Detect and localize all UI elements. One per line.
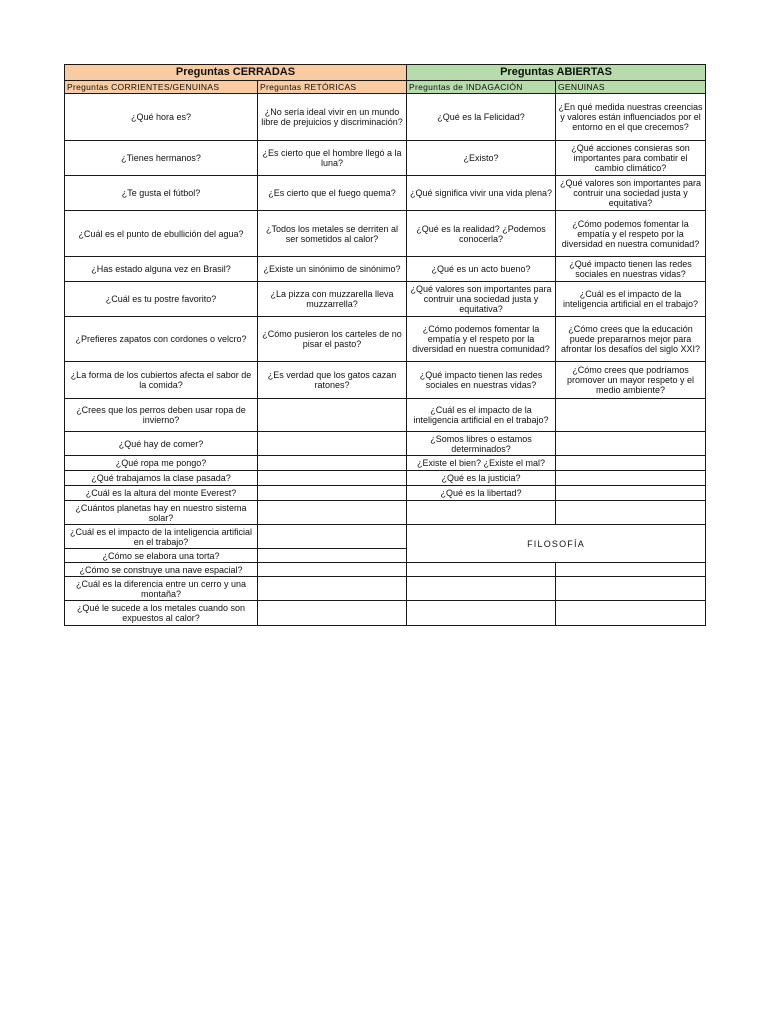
cell-genuina xyxy=(556,501,706,525)
cell-indagacion: ¿Qué es un acto bueno? xyxy=(407,257,556,282)
cell-retorica: ¿Es cierto que el hombre llegó a la luna? xyxy=(258,141,407,176)
cell-genuina: ¿Cuál es el impacto de la inteligencia artificial en el trabajo? xyxy=(556,282,706,317)
col-header-retoricas: Preguntas RETÓRICAS xyxy=(258,81,407,94)
cell-retorica xyxy=(258,525,407,549)
cell-indagacion: ¿Cómo podemos fomentar la empatía y el respeto por la diversidad en nuestra comunidad? xyxy=(407,317,556,362)
cell-retorica: ¿Es verdad que los gatos cazan ratones? xyxy=(258,362,407,399)
cell-corriente: ¿Qué hay de comer? xyxy=(65,432,258,456)
cell-corriente: ¿La forma de los cubiertos afecta el sabor de la comida? xyxy=(65,362,258,399)
table-row xyxy=(65,577,706,601)
cell-retorica xyxy=(258,549,407,563)
cell-corriente: ¿Has estado alguna vez en Brasil? xyxy=(65,257,258,282)
questions-table xyxy=(64,64,706,626)
cell-indagacion xyxy=(407,601,556,626)
cell-genuina xyxy=(556,456,706,471)
cell-indagacion: ¿Existe el bien? ¿Existe el mal? xyxy=(407,456,556,471)
table-row xyxy=(65,601,706,626)
cell-indagacion: ¿Qué impacto tienen las redes sociales en nuestras vidas? xyxy=(407,362,556,399)
cell-genuina: ¿En qué medida nuestras creencias y valores están influenciados por el entorno en el que crecemos? xyxy=(556,94,706,141)
cell-corriente: ¿Tienes hermanos? xyxy=(65,141,258,176)
column-header-row xyxy=(65,81,706,94)
cell-retorica xyxy=(258,486,407,501)
cell-retorica: ¿No sería ideal vivir en un mundo libre de prejuicios y discriminación? xyxy=(258,94,407,141)
cell-retorica xyxy=(258,432,407,456)
cell-retorica xyxy=(258,601,407,626)
cell-retorica: ¿Existe un sinónimo de sinónimo? xyxy=(258,257,407,282)
cell-genuina xyxy=(556,471,706,486)
cell-genuina xyxy=(556,399,706,432)
cell-genuina xyxy=(556,432,706,456)
title-row xyxy=(65,65,706,81)
table-row xyxy=(65,282,706,317)
cell-genuina: ¿Cómo crees que la educación puede prepararnos mejor para afrontar los desafíos del siglo XXI? xyxy=(556,317,706,362)
table-row xyxy=(65,362,706,399)
cell-genuina: ¿Cómo crees que podríamos promover un mayor respeto y el medio ambiente? xyxy=(556,362,706,399)
table-row xyxy=(65,471,706,486)
table-row xyxy=(65,141,706,176)
cell-retorica: ¿Es cierto que el fuego quema? xyxy=(258,176,407,211)
table-row xyxy=(65,94,706,141)
cell-genuina: ¿Qué valores son importantes para contruir una sociedad justa y equitativa? xyxy=(556,176,706,211)
cell-indagacion: ¿Somos libres o estamos determinados? xyxy=(407,432,556,456)
philosophy-label: FILOSOFÍA xyxy=(407,525,706,563)
col-header-genuinas: GENUINAS xyxy=(556,81,706,94)
cell-corriente: ¿Prefieres zapatos con cordones o velcro? xyxy=(65,317,258,362)
cell-corriente: ¿Qué hora es? xyxy=(65,94,258,141)
cell-retorica xyxy=(258,399,407,432)
cell-genuina xyxy=(556,601,706,626)
cell-corriente: ¿Cuál es tu postre favorito? xyxy=(65,282,258,317)
table-row xyxy=(65,486,706,501)
table-row xyxy=(65,257,706,282)
cell-genuina xyxy=(556,563,706,577)
cell-corriente: ¿Cómo se construye una nave espacial? xyxy=(65,563,258,577)
cell-retorica xyxy=(258,563,407,577)
cell-indagacion: ¿Existo? xyxy=(407,141,556,176)
closed-questions-title: Preguntas CERRADAS xyxy=(65,65,407,81)
cell-corriente: ¿Qué trabajamos la clase pasada? xyxy=(65,471,258,486)
cell-retorica xyxy=(258,577,407,601)
table-row xyxy=(65,501,706,525)
open-questions-title: Preguntas ABIERTAS xyxy=(407,65,706,81)
cell-corriente: ¿Crees que los perros deben usar ropa de invierno? xyxy=(65,399,258,432)
cell-indagacion xyxy=(407,501,556,525)
cell-retorica xyxy=(258,471,407,486)
table-row xyxy=(65,317,706,362)
table-row xyxy=(65,211,706,257)
table-row xyxy=(65,432,706,456)
cell-indagacion: ¿Qué es la libertad? xyxy=(407,486,556,501)
table-row xyxy=(65,456,706,471)
cell-genuina: ¿Cómo podemos fomentar la empatía y el respeto por la diversidad en nuestra comunidad? xyxy=(556,211,706,257)
cell-genuina xyxy=(556,577,706,601)
cell-retorica: ¿Cómo pusieron los carteles de no pisar el pasto? xyxy=(258,317,407,362)
cell-retorica: ¿La pizza con muzzarella lleva muzzarrella? xyxy=(258,282,407,317)
cell-indagacion: ¿Cuál es el impacto de la inteligencia artificial en el trabajo? xyxy=(407,399,556,432)
cell-retorica xyxy=(258,501,407,525)
cell-indagacion xyxy=(407,563,556,577)
cell-indagacion xyxy=(407,577,556,601)
cell-corriente: ¿Cuál es el punto de ebullición del agua? xyxy=(65,211,258,257)
cell-corriente: ¿Qué le sucede a los metales cuando son expuestos al calor? xyxy=(65,601,258,626)
col-header-corrientes: Preguntas CORRIENTES/GENUINAS xyxy=(65,81,258,94)
table-row xyxy=(65,399,706,432)
cell-corriente: ¿Cuál es el impacto de la inteligencia artificial en el trabajo? xyxy=(65,525,258,549)
table-row xyxy=(65,563,706,577)
cell-corriente: ¿Te gusta el fútbol? xyxy=(65,176,258,211)
cell-genuina: ¿Qué acciones consieras son importantes para combatir el cambio climático? xyxy=(556,141,706,176)
col-header-indagacion: Preguntas de INDAGACIÓN xyxy=(407,81,556,94)
cell-corriente: ¿Cuántos planetas hay en nuestro sistema solar? xyxy=(65,501,258,525)
table-row xyxy=(65,525,706,549)
cell-indagacion: ¿Qué es la Felicidad? xyxy=(407,94,556,141)
cell-genuina: ¿Qué impacto tienen las redes sociales en nuestras vidas? xyxy=(556,257,706,282)
cell-indagacion: ¿Qué valores son importantes para contruir una sociedad justa y equitativa? xyxy=(407,282,556,317)
cell-corriente: ¿Cuál es la altura del monte Everest? xyxy=(65,486,258,501)
cell-indagacion: ¿Qué es la realidad? ¿Podemos conocerla? xyxy=(407,211,556,257)
cell-retorica xyxy=(258,456,407,471)
table-row xyxy=(65,176,706,211)
cell-corriente: ¿Qué ropa me pongo? xyxy=(65,456,258,471)
cell-corriente: ¿Cómo se elabora una torta? xyxy=(65,549,258,563)
cell-retorica: ¿Todos los metales se derriten al ser sometidos al calor? xyxy=(258,211,407,257)
cell-indagacion: ¿Qué significa vivir una vida plena? xyxy=(407,176,556,211)
cell-genuina xyxy=(556,486,706,501)
cell-indagacion: ¿Qué es la justicia? xyxy=(407,471,556,486)
cell-corriente: ¿Cuál es la diferencia entre un cerro y una montaña? xyxy=(65,577,258,601)
